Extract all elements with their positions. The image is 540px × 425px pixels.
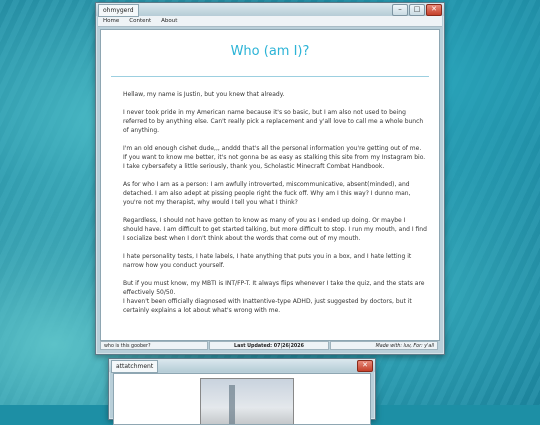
photo-tree-silhouette (229, 385, 235, 425)
page-title: Who (am I)? (230, 44, 310, 59)
minimize-button[interactable]: – (392, 4, 408, 16)
status-last-updated: Last Updated: 07|26|2026 (209, 341, 329, 350)
window-controls (392, 4, 442, 16)
main-window-titlebar[interactable] (96, 3, 444, 16)
paragraph: I never took pride in my American name because it's so basic, but I am also not used to being referred to by anything else. Can't really pick a replacement and y'all love to call me a whole bunch of anything. (123, 109, 424, 134)
main-window (95, 2, 445, 355)
status-credits: Made with: luv, For: y'all (330, 341, 438, 350)
status-left: who is this goober? (100, 341, 208, 350)
menubar (98, 16, 442, 27)
attachment-window (108, 358, 376, 420)
paragraph: But if you must know, my MBTI is INT/FP-T. It always flips whenever I take the quiz, and the stats are effectively 50/50. (123, 280, 425, 296)
paragraph: Regardless, I should not have gotten to know as many of you as I ended up doing. Or maybe I should have. I am difficult to get started talking, but more difficult to stop. I run my mouth, and I find I socialize best when I don't think about the words that come out of my mouth. (123, 217, 427, 242)
attachment-window-titlebar[interactable] (109, 359, 375, 372)
close-button[interactable]: ✕ (426, 4, 442, 16)
statusbar (100, 341, 438, 350)
attachment-photo (200, 378, 294, 425)
title-divider (111, 76, 429, 77)
paragraph: I hate personality tests, I hate labels, I hate anything that puts you in a box, and I hate letting it narrow how you conduct yourself. (123, 253, 412, 269)
paragraph: Hellaw, my name is Justin, but you knew that already. (123, 91, 285, 98)
attachment-window-title: attatchment (111, 360, 158, 373)
paragraph: I haven't been officially diagnosed with Inattentive-type ADHD, just suggested by doctors, but it certainly explains a lot about what's wrong with me. (123, 298, 412, 314)
attachment-close-button[interactable]: ✕ (357, 360, 373, 372)
article-body (123, 90, 427, 324)
attachment-window-controls (357, 360, 373, 372)
menu-item-content[interactable]: Content (129, 18, 152, 24)
menu-item-home[interactable]: Home (103, 18, 120, 24)
attachment-content (113, 373, 371, 425)
page-content[interactable] (100, 29, 440, 341)
window-title: ohmygerd (98, 4, 139, 17)
menu-item-about[interactable]: About (161, 18, 178, 24)
paragraph: As for who I am as a person: I am awfully introverted, miscommunicative, absent(minded), and detached. I am also adept at pissing people right the fuck off. Why am I this way? I dunno man, you're not my therapist, why would I tell you what I think? (123, 181, 411, 206)
maximize-button[interactable]: □ (409, 4, 425, 16)
paragraph: I'm an old enough cishet dude,,, anddd that's all the personal information you're getting out of me. If you want to know me better, it's not gonna be as easy as stalking this site from my Instagram bio. I take cybersafety a little seriously, thank you, Scholastic Minecraft Combat Handbook. (123, 145, 426, 170)
